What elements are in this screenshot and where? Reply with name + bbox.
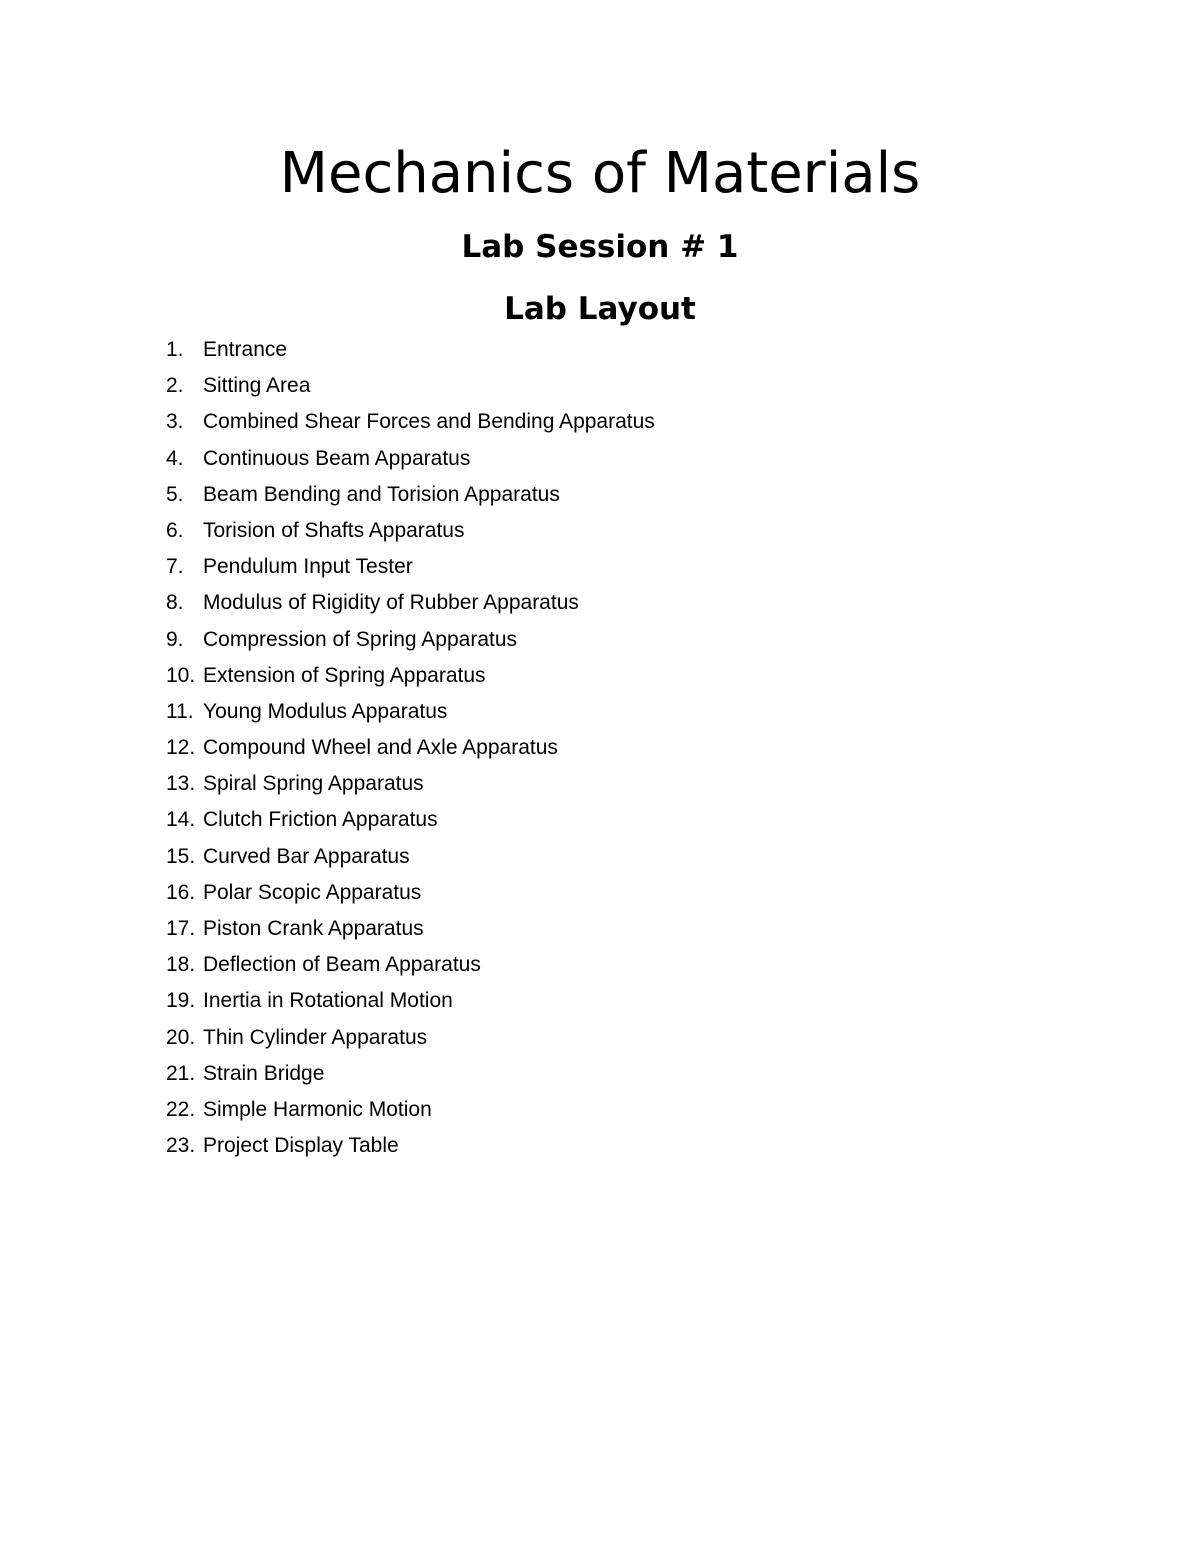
item-label: Extension of Spring Apparatus xyxy=(203,663,486,687)
item-label: Spiral Spring Apparatus xyxy=(203,772,424,796)
item-number: 13. xyxy=(166,772,196,796)
item-number: 14. xyxy=(166,808,196,832)
item-label: Continuous Beam Apparatus xyxy=(203,446,471,470)
item-label: Young Modulus Apparatus xyxy=(203,699,448,723)
item-number: 16. xyxy=(166,880,196,904)
item-number: 19. xyxy=(166,989,196,1013)
item-label: Modulus of Rigidity of Rubber Apparatus xyxy=(203,591,579,615)
page-title: Mechanics of Materials xyxy=(279,141,921,206)
item-number: 3. xyxy=(166,410,184,434)
section-heading: Lab Layout xyxy=(504,291,696,327)
item-number: 12. xyxy=(166,736,196,760)
list-item xyxy=(166,1020,655,1056)
item-number: 22. xyxy=(166,1097,196,1121)
list-item xyxy=(166,1056,655,1092)
item-number: 9. xyxy=(166,627,184,651)
list-item xyxy=(166,1128,655,1164)
list-item xyxy=(166,802,655,838)
item-label: Curved Bar Apparatus xyxy=(203,844,410,868)
item-number: 18. xyxy=(166,953,196,977)
list-item xyxy=(166,441,655,477)
item-number: 23. xyxy=(166,1134,196,1158)
list-item xyxy=(166,658,655,694)
session-subtitle: Lab Session # 1 xyxy=(461,229,739,265)
list-item xyxy=(166,622,655,658)
list-item xyxy=(166,911,655,947)
list-item xyxy=(166,585,655,621)
item-label: Strain Bridge xyxy=(203,1061,325,1085)
list-item xyxy=(166,694,655,730)
item-label: Deflection of Beam Apparatus xyxy=(203,953,481,977)
item-number: 17. xyxy=(166,917,196,940)
list-item xyxy=(166,875,655,911)
list-item xyxy=(166,477,655,513)
list-item xyxy=(166,839,655,875)
item-label: Combined Shear Forces and Bending Apparatus xyxy=(203,410,655,434)
item-label: Inertia in Rotational Motion xyxy=(203,989,453,1013)
item-number: 10. xyxy=(166,663,196,687)
item-number: 5. xyxy=(166,482,184,506)
item-number: 21. xyxy=(166,1061,196,1085)
item-label: Compression of Spring Apparatus xyxy=(203,627,518,651)
item-label: Clutch Friction Apparatus xyxy=(203,808,438,832)
lab-layout-list xyxy=(166,332,655,1164)
list-item xyxy=(166,1092,655,1128)
item-label: Project Display Table xyxy=(203,1134,399,1158)
list-item xyxy=(166,404,655,440)
item-number: 4. xyxy=(166,446,184,470)
item-label: Thin Cylinder Apparatus xyxy=(203,1025,428,1049)
list-item xyxy=(166,766,655,802)
item-label: Beam Bending and Torision Apparatus xyxy=(203,482,560,506)
item-label: Compound Wheel and Axle Apparatus xyxy=(203,736,558,760)
item-number: 20. xyxy=(166,1025,196,1049)
item-label: Simple Harmonic Motion xyxy=(203,1097,432,1121)
item-label: Entrance xyxy=(203,338,288,361)
item-label: Pendulum Input Tester xyxy=(203,555,413,579)
list-item xyxy=(166,368,655,404)
item-number: 1. xyxy=(166,338,184,361)
list-item xyxy=(166,332,655,368)
item-label: Torision of Shafts Apparatus xyxy=(203,518,465,542)
list-item xyxy=(166,730,655,766)
list-item xyxy=(166,947,655,983)
item-number: 15. xyxy=(166,844,196,868)
list-item xyxy=(166,983,655,1019)
item-number: 6. xyxy=(166,518,184,542)
item-number: 8. xyxy=(166,591,184,615)
item-number: 7. xyxy=(166,555,184,579)
item-label: Polar Scopic Apparatus xyxy=(203,880,422,904)
item-number: 11. xyxy=(166,699,194,723)
item-label: Sitting Area xyxy=(203,374,311,398)
list-item xyxy=(166,513,655,549)
item-label: Piston Crank Apparatus xyxy=(203,917,424,940)
list-item xyxy=(166,549,655,585)
item-number: 2. xyxy=(166,374,184,398)
